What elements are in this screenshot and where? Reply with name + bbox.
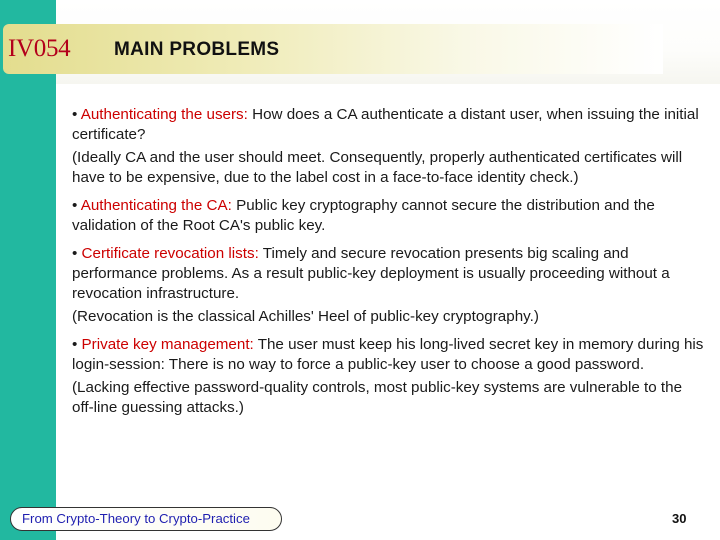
- bullet: •: [72, 336, 82, 353]
- problem-heading: Certificate revocation lists:: [81, 245, 259, 262]
- title-bar: [3, 24, 663, 74]
- bullet: •: [72, 106, 81, 123]
- problem-item: [72, 244, 704, 304]
- bullet: •: [72, 197, 81, 214]
- problem-heading: Private key management:: [81, 336, 254, 353]
- page-number: 30: [672, 511, 687, 526]
- problem-item: [72, 335, 704, 375]
- page-title: MAIN PROBLEMS: [114, 39, 280, 60]
- problem-note: (Revocation is the classical Achilles' Heel of public-key cryptography.): [72, 308, 539, 325]
- course-code: IV054: [8, 35, 71, 62]
- problem-text: Public key cryptography cannot secure the distribution and the validation of the Root CA's public key.: [72, 197, 655, 234]
- footer-label: From Crypto-Theory to Crypto-Practice: [22, 511, 250, 526]
- problem-note: (Lacking effective password-quality controls, most public-key systems are vulnerable to the off-line guessing attacks.): [72, 379, 683, 416]
- problem-heading: Authenticating the users:: [80, 106, 248, 123]
- problem-heading: Authenticating the CA:: [80, 197, 232, 214]
- left-accent-bar: [0, 0, 56, 540]
- bullet: •: [72, 245, 82, 262]
- problem-note: (Ideally CA and the user should meet. Consequently, properly authenticated certificates will have to be expensive, due to the label cost in a face-to-face identity check.): [72, 149, 683, 186]
- problem-item: [72, 105, 704, 145]
- problem-text: Timely and secure revocation presents big scaling and performance problems. As a result public-key deployment is usually proceeding without a revocation infrastructure.: [72, 245, 670, 302]
- problems-list: [72, 105, 704, 418]
- problem-text: How does a CA authenticate a distant user, when issuing the initial certificate?: [72, 106, 699, 143]
- problem-item: [72, 196, 704, 236]
- problem-text: The user must keep his long-lived secret key in memory during his login-session: There is no way to force a public-key user to choose a good password.: [72, 336, 704, 373]
